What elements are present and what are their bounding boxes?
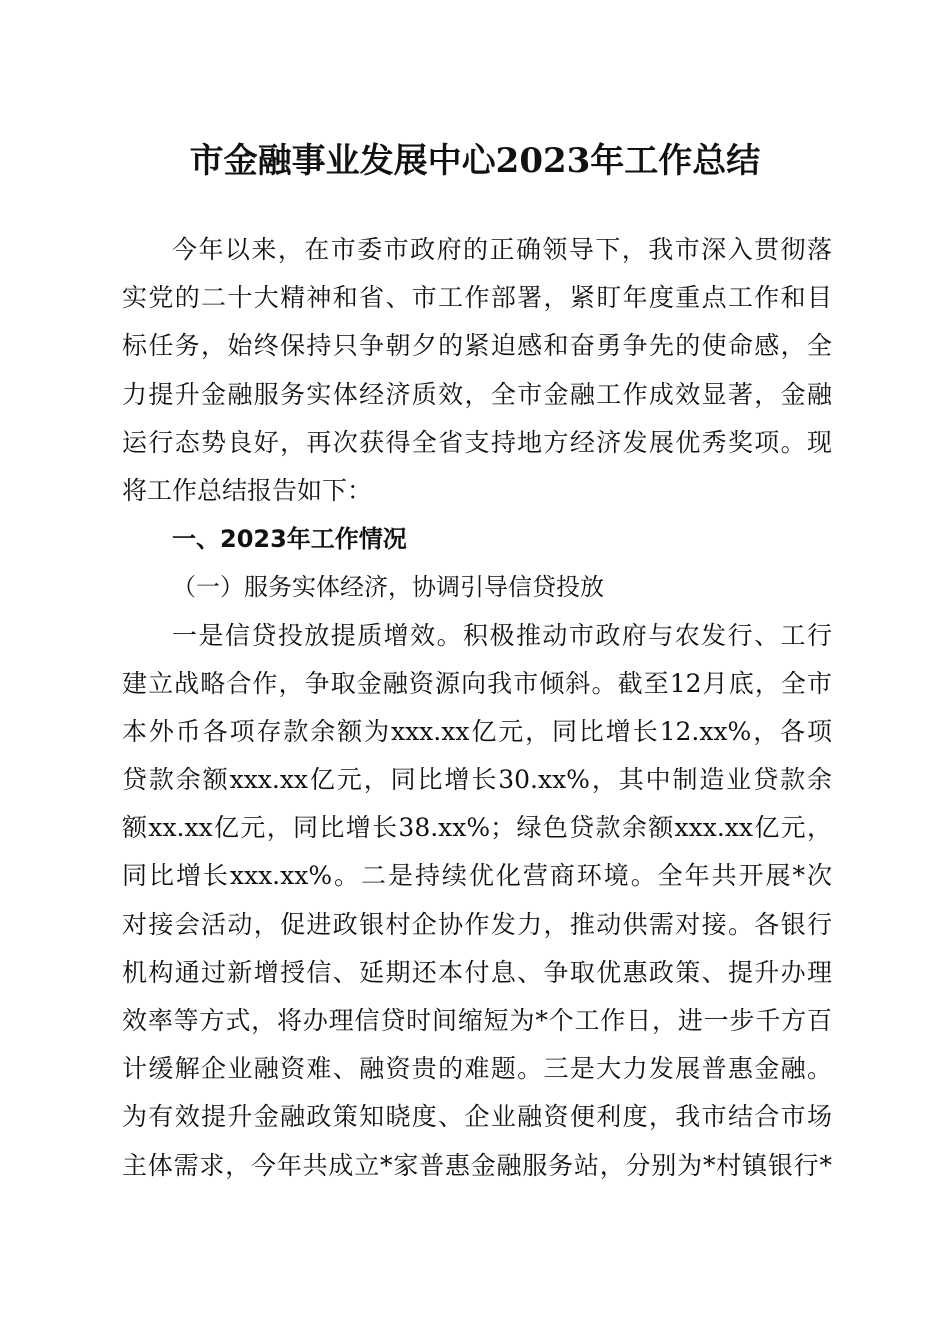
paragraph-line: 效率等方式，将办理信贷时间缩短为*个工作日，进一步千方百: [122, 1006, 832, 1035]
paragraph-line: 额xx.xx亿元，同比增长38.xx%；绿色贷款余额xxx.xx亿元，: [122, 813, 832, 843]
paragraph-line: 建立战略合作，争取金融资源向我市倾斜。截至12月底，全市: [122, 668, 832, 698]
section-heading: 一、2023年工作情况: [172, 525, 407, 554]
paragraph-line: 机构通过新增授信、延期还本付息、争取优惠政策、提升办理: [122, 957, 832, 987]
paragraph-line: 将工作总结报告如下：: [122, 475, 373, 505]
paragraph-line: 本外币各项存款余额为xxx.xx亿元，同比增长12.xx%，各项: [122, 716, 832, 746]
paragraph-line: 同比增长xxx.xx%。二是持续优化营商环境。全年共开展*次: [122, 861, 832, 891]
paragraph-line: 一是信贷投放提质增效。积极推动市政府与农发行、工行: [172, 620, 832, 650]
paragraph-line: 计缓解企业融资难、融资贵的难题。三是大力发展普惠金融。: [122, 1054, 832, 1084]
paragraph-line: 运行态势良好，再次获得全省支持地方经济发展优秀奖项。现: [122, 427, 832, 457]
paragraph-line: 力提升金融服务实体经济质效，全市金融工作成效显著，金融: [122, 379, 832, 409]
paragraph-line: 为有效提升金融政策知晓度、企业融资便利度，我市结合市场: [122, 1102, 832, 1132]
subsection-heading: （一）服务实体经济，协调引导信贷投放: [172, 573, 604, 602]
paragraph-line: 主体需求，今年共成立*家普惠金融服务站，分别为*村镇银行*: [122, 1150, 832, 1180]
document-title: 市金融事业发展中心2023年工作总结: [189, 141, 761, 181]
paragraph-line: 实党的二十大精神和省、市工作部署，紧盯年度重点工作和目: [122, 283, 832, 313]
document-body: [122, 226, 832, 1190]
paragraph-line: 今年以来，在市委市政府的正确领导下，我市深入贯彻落: [172, 235, 832, 264]
paragraph-line: 贷款余额xxx.xx亿元，同比增长30.xx%，其中制造业贷款余: [122, 765, 832, 795]
paragraph-line: 标任务，始终保持只争朝夕的紧迫感和奋勇争先的使命感，全: [122, 331, 832, 361]
paragraph-line: 对接会活动，促进政银村企协作发力，推动供需对接。各银行: [122, 909, 832, 939]
